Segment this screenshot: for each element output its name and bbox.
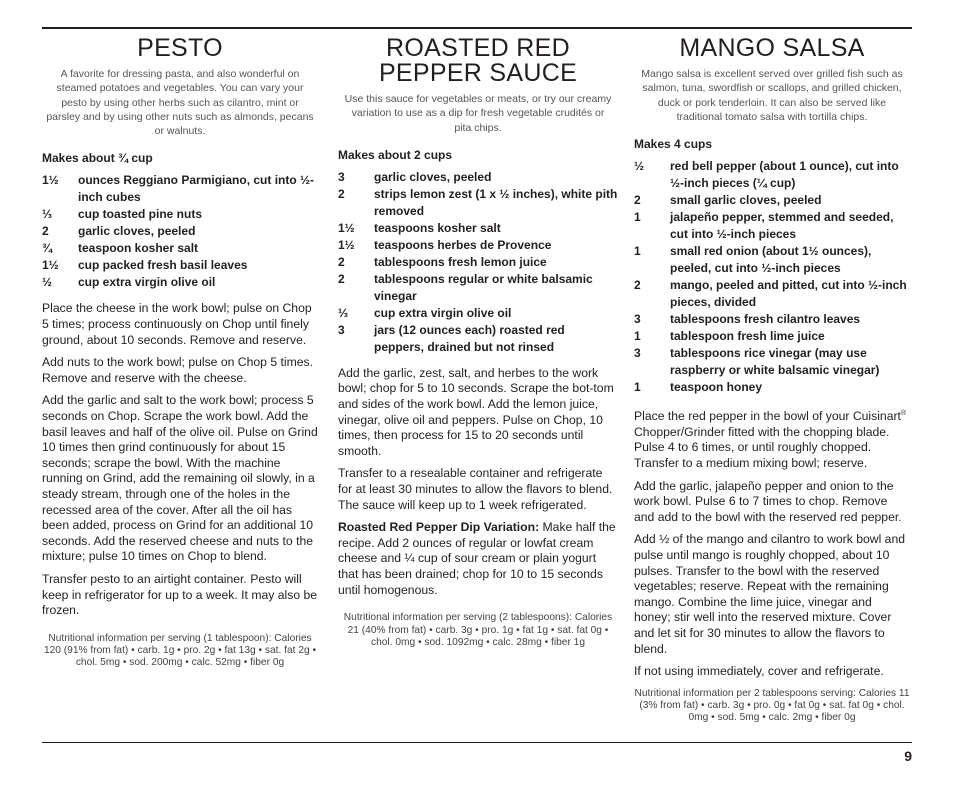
ingredient-qty: 3	[634, 312, 641, 327]
ingredient-text: teaspoon kosher salt	[78, 241, 199, 256]
variation-label: Roasted Red Pepper Dip Variation:	[338, 520, 540, 535]
instruction-paragraph: Add the garlic, jalapeño pepper and onion to the work bowl. Pulse 6 to 7 times to chop. Remove and add to the bowl with the reserved red pepper.	[634, 478, 902, 524]
ingredient-text: mango, peeled and pitted, cut into ½-inch pieces, divided	[670, 278, 907, 310]
ingredient-row	[634, 243, 910, 277]
ingredient-text: small red onion (about 1½ ounces), peeled, cut into ½-inch pieces	[670, 244, 872, 276]
ingredient-text: small garlic cloves, peeled	[670, 193, 822, 208]
ingredient-row	[42, 206, 318, 223]
ingredient-qty: 1½	[338, 220, 355, 235]
recipe-title	[338, 36, 618, 86]
ingredient-row	[338, 237, 618, 254]
ingredient-text: ounces Reggiano Parmigiano, cut into ½-inch cubes	[78, 173, 315, 205]
ingredient-row	[338, 254, 618, 271]
ingredient-text: tablespoons fresh lemon juice	[374, 254, 547, 269]
recipe-title: PESTO	[137, 34, 223, 62]
ingredient-row	[634, 158, 910, 192]
ingredient-row	[634, 345, 910, 379]
ingredient-qty: 2	[338, 186, 345, 201]
instruction-paragraph: Add ½ of the mango and cilantro to work bowl and pulse until mango is roughly chopped, about 10 pulses. Transfer to the bowl with the reserved vegetables; reserve. Repeat with the remaining mango. Combine the lime juice, vinegar and honey; stir well into the reserved mixture. Cover and let sit for 30 minutes to allow the flavors to blend.	[634, 532, 905, 656]
ingredient-row	[338, 186, 618, 220]
nutrition-info: Nutritional information per serving (2 tablespoons): Calories 21 (40% from fat) • carb. 3g • pro. 1g • fat 1g • sat. fat 0g • chol. 0mg • sod. 1092mg • calc. 28mg • fiber 1g	[343, 612, 613, 648]
ingredient-list	[634, 158, 910, 396]
ingredient-row	[634, 328, 910, 345]
ingredient-qty: 2	[634, 278, 641, 293]
instruction-paragraph	[634, 406, 910, 471]
ingredient-text: garlic cloves, peeled	[374, 169, 492, 184]
nutrition-info: Nutritional information per 2 tablespoons serving: Calories 11 (3% from fat) • carb. 3g • pro. 0g • fat 0g • sat. fat 0g • chol. 0mg • sod. 5mg • calc. 2mg • fiber 0g	[634, 687, 910, 724]
ingredient-row	[338, 220, 618, 237]
ingredient-qty: 2	[338, 271, 345, 286]
registered-mark: ®	[900, 410, 907, 418]
ingredient-row	[634, 311, 910, 328]
ingredient-row	[338, 322, 618, 356]
ingredient-row	[42, 274, 318, 291]
ingredient-list	[42, 172, 318, 291]
instruction-paragraph: If not using immediately, cover and refrigerate.	[634, 664, 884, 679]
recipe-yield: Makes about 2 cups	[338, 147, 453, 162]
instruction-text: Place the red pepper in the bowl of your Cuisinart	[634, 409, 901, 424]
ingredient-text: garlic cloves, peeled	[78, 224, 196, 239]
ingredient-row	[338, 169, 618, 186]
ingredient-text: teaspoons herbes de Provence	[374, 237, 552, 252]
ingredient-row	[338, 305, 618, 322]
ingredient-qty: 3	[338, 169, 345, 184]
ingredient-qty: 3	[338, 322, 345, 337]
recipe-title: MANGO SALSA	[679, 34, 865, 62]
recipe-yield: Makes 4 cups	[634, 137, 713, 152]
ingredient-text: cup toasted pine nuts	[78, 207, 203, 222]
ingredient-row	[338, 271, 618, 305]
ingredient-text: teaspoons kosher salt	[374, 220, 501, 235]
recipe-roasted-red-pepper-sauce	[338, 36, 618, 649]
instruction-paragraph: Add the garlic, zest, salt, and herbes to the work bowl; chop for 5 to 10 seconds. Scrape the bot-tom and sides of the work bowl. Add the lemon juice, vinegar, olive oil and peppers. Pulse on Chop, 10 times, then process for 15 to 20 seconds until smooth.	[338, 365, 614, 458]
ingredient-qty: ¾	[42, 241, 53, 256]
ingredient-qty: 1	[634, 329, 641, 344]
ingredient-qty: 2	[634, 193, 641, 208]
variation-paragraph	[338, 520, 618, 598]
ingredient-row	[42, 257, 318, 274]
top-rule	[42, 27, 912, 29]
ingredient-qty: ⅓	[42, 207, 53, 222]
ingredient-text: strips lemon zest (1 x ½ inches), white pith removed	[374, 186, 618, 218]
ingredient-text: cup extra virgin olive oil	[374, 305, 512, 320]
instruction-paragraph: Place the cheese in the work bowl; pulse on Chop 5 times; process continuously on Chop until finely ground, about 10 seconds. Remove and reserve.	[42, 301, 312, 347]
recipe-title-line: PEPPER SAUCE	[378, 59, 578, 87]
recipe-intro: A favorite for dressing pasta, and also wonderful on steamed potatoes and vegetables. You can vary your pesto by using other herbs such as cilantro, mint or parsley and by using other nuts such as almonds, pecans or walnuts.	[46, 68, 314, 138]
ingredient-text: tablespoons regular or white balsamic vinegar	[374, 271, 593, 303]
ingredient-row	[634, 277, 910, 311]
ingredient-text: jalapeño pepper, stemmed and seeded, cut into ½-inch pieces	[670, 210, 894, 242]
recipe-intro: Mango salsa is excellent served over grilled fish such as salmon, tuna, swordfish or scallops, and grilled chicken, duck or pork tenderloin. It can also be served like traditional tomato salsa with tortilla chips.	[641, 68, 903, 123]
ingredient-text: teaspoon honey	[670, 380, 763, 395]
ingredient-qty: ½	[42, 275, 53, 290]
ingredient-qty: 2	[338, 254, 345, 269]
ingredient-text: cup extra virgin olive oil	[78, 275, 216, 290]
page-number: 9	[904, 748, 912, 764]
nutrition-info: Nutritional information per serving (1 tablespoon): Calories 120 (91% from fat) • carb. 1g • pro. 2g • fat 13g • sat. fat 2g • chol. 5mg • sod. 200mg • calc. 52mg • fiber 0g	[43, 632, 317, 669]
recipe-mango-salsa	[634, 36, 910, 725]
recipe-yield: Makes about ¾ cup	[42, 151, 153, 166]
ingredient-row	[42, 223, 318, 240]
ingredient-text: jars (12 ounces each) roasted red peppers, drained but not rinsed	[374, 322, 565, 354]
ingredient-qty: 1½	[338, 237, 355, 252]
ingredient-row	[42, 172, 318, 206]
recipe-pesto	[42, 36, 318, 670]
ingredient-text: red bell pepper (about 1 ounce), cut into ½-inch pieces (¼ cup)	[670, 159, 899, 191]
ingredient-text: tablespoon fresh lime juice	[670, 329, 825, 344]
ingredient-qty: ½	[634, 159, 645, 174]
instruction-paragraph: Add the garlic and salt to the work bowl; process 5 seconds on Chop. Scrape the work bowl. Add the basil leaves and half of the olive oil. Pulse on Grind 10 times then grind continuously for about 15 seconds; scrape the bowl. With the machine running on Grind, add the remaining oil slowly, in a steady stream, through one of the holes in the recessed area of the cover. After all the oil has been added, process on Grind for an additional 10 seconds. Add the reserved cheese and nuts to the mixture; pulse 10 times on Chop to blend.	[42, 393, 318, 564]
instruction-paragraph: Add nuts to the work bowl; pulse on Chop 5 times. Remove and reserve with the cheese.	[42, 355, 313, 385]
ingredient-list	[338, 169, 618, 356]
ingredient-qty: 1½	[42, 173, 59, 188]
ingredient-row	[634, 192, 910, 209]
instruction-paragraph: Transfer to a resealable container and refrigerate for at least 30 minutes to allow the flavors to blend. The sauce will keep up to 1 week refrigerated.	[338, 466, 613, 512]
ingredient-text: cup packed fresh basil leaves	[78, 258, 248, 273]
ingredient-qty: 1	[634, 244, 641, 259]
ingredient-row	[634, 209, 910, 243]
recipe-title-line: ROASTED RED	[386, 34, 570, 62]
ingredient-qty: 2	[42, 224, 49, 239]
recipe-intro: Use this sauce for vegetables or meats, or try our creamy variation to use as a dip for fresh vegetable crudités or pita chips.	[344, 93, 612, 134]
ingredient-text: tablespoons rice vinegar (may use raspberry or white balsamic vinegar)	[670, 346, 880, 378]
instruction-text: Chopper/Grinder fitted with the chopping blade. Pulse 4 to 6 times, or until roughly chopped. Transfer to a medium mixing bowl; reserve.	[634, 424, 890, 471]
bottom-rule	[42, 742, 912, 743]
ingredient-qty: 1	[634, 380, 641, 395]
variation-text: Make half the recipe. Add 2 ounces of regular or lowfat cream cheese and ¼ cup of sour cream or plain yogurt that has been drained; chop for 10 to 15 seconds until homogenous.	[338, 520, 616, 597]
ingredient-text: tablespoons fresh cilantro leaves	[670, 312, 861, 327]
ingredient-qty: 1	[634, 210, 641, 225]
instruction-paragraph: Transfer pesto to an airtight container. Pesto will keep in refrigerator for up to a week. It may also be frozen.	[42, 571, 318, 618]
ingredient-row	[634, 379, 910, 396]
ingredient-qty: 3	[634, 346, 641, 361]
ingredient-row	[42, 240, 318, 257]
ingredient-qty: ⅓	[338, 305, 349, 320]
ingredient-qty: 1½	[42, 258, 59, 273]
